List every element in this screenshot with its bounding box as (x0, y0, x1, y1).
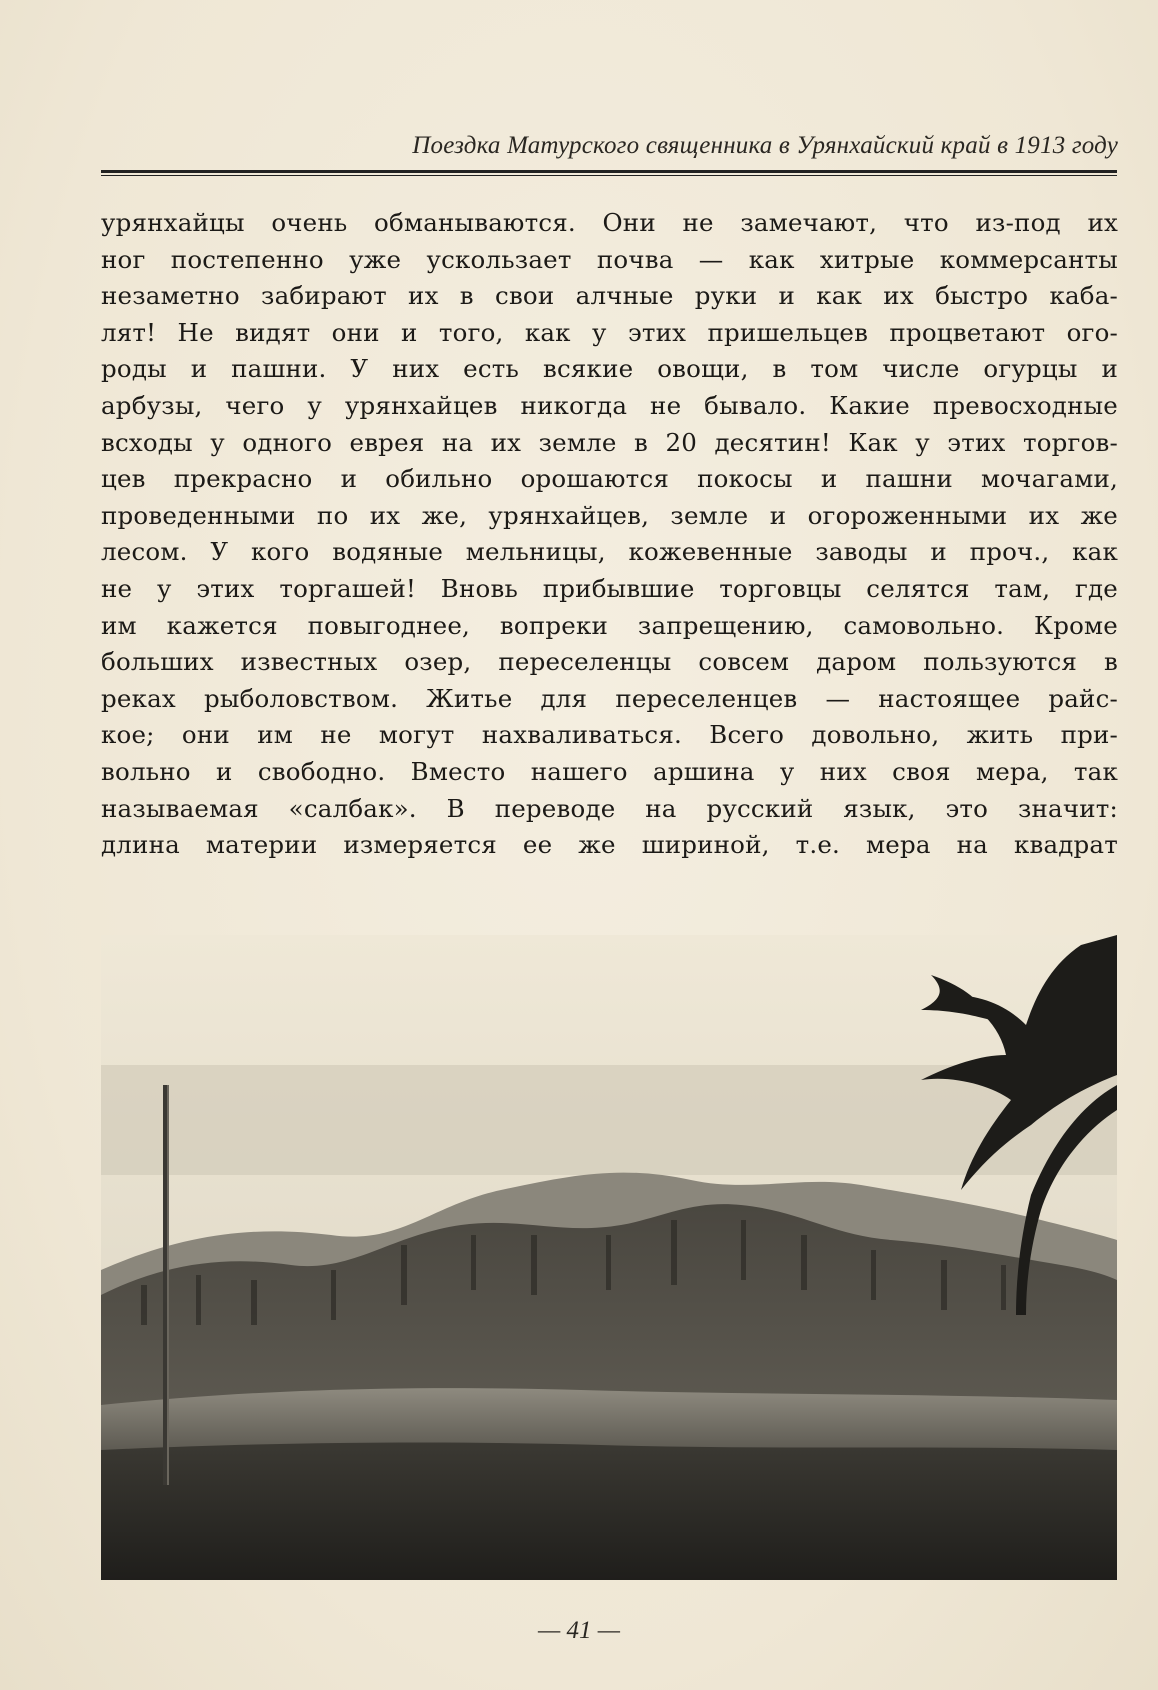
text-line: называемая «салбак». В переводе на русский язык, это значит: (101, 793, 1118, 823)
text-line: длина материи измеряется ее же шириной, т.е. мера на квадрат (101, 830, 1118, 860)
text-line: всходы у одного еврея на их земле в 20 десятин! Как у этих торгов- (101, 427, 1118, 457)
text-line: урянхайцы очень обманываются. Они не замечают, что из-под их (101, 208, 1118, 237)
landscape-photo-graphic (101, 935, 1117, 1580)
running-header: Поездка Матурского священника в Урянхайский край в 1913 году (412, 132, 1118, 159)
landscape-photo (101, 935, 1117, 1580)
text-line: вольно и свободно. Вместо нашего аршина у них своя мера, так (101, 756, 1118, 786)
text-line: лят! Не видят они и того, как у этих пришельцев процветают ого- (101, 317, 1118, 347)
text-line: ног постепенно уже ускользает почва — как хитрые коммерсанты (101, 244, 1118, 274)
text-line: не у этих торгашей! Вновь прибывшие торговцы селятся там, где (101, 573, 1118, 603)
text-line: кое; они им не могут нахваливаться. Всего довольно, жить при- (101, 720, 1118, 750)
header-rule (101, 170, 1117, 176)
text-line: роды и пашни. У них есть всякие овощи, в том числе огурцы и (101, 354, 1118, 384)
text-line: цев прекрасно и обильно орошаются покосы и пашни мочагами, (101, 464, 1118, 494)
text-line: арбузы, чего у урянхайцев никогда не бывало. Какие превосходные (101, 390, 1118, 420)
text-line: проведенными по их же, урянхайцев, земле и огороженными их же (101, 500, 1118, 530)
body-text (101, 205, 1118, 864)
text-line: реках рыболовством. Житье для переселенцев — настоящее райс- (101, 683, 1118, 713)
text-line: лесом. У кого водяные мельницы, кожевенные заводы и проч., как (101, 537, 1118, 567)
text-line: больших известных озер, переселенцы совсем даром пользуются в (101, 647, 1118, 677)
text-line: незаметно забирают их в свои алчные руки и как их быстро каба- (101, 281, 1118, 311)
page-number: — 41 — (538, 1617, 620, 1644)
text-line: им кажется повыгоднее, вопреки запрещению, самовольно. Кроме (101, 610, 1118, 640)
